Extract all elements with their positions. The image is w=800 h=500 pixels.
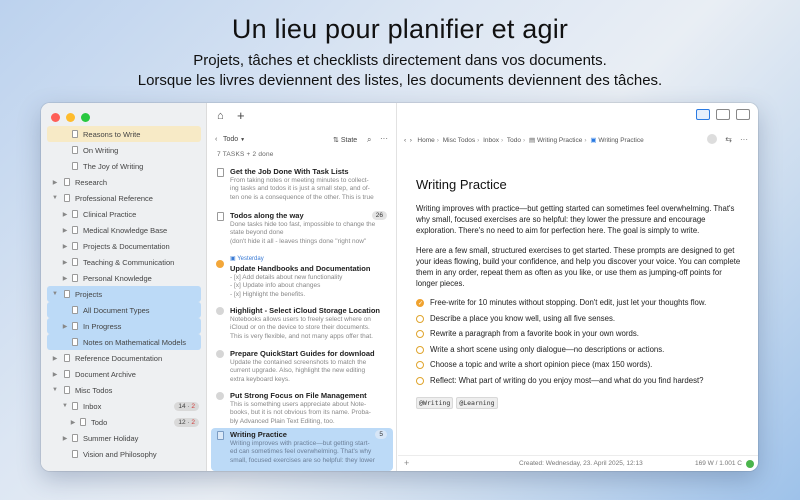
document-icon bbox=[72, 242, 78, 250]
more-icon[interactable]: ··· bbox=[380, 134, 388, 143]
checklist-item bbox=[416, 344, 744, 360]
chevron-right-icon[interactable]: ▶ bbox=[62, 259, 68, 266]
document-icon bbox=[72, 146, 78, 154]
sidebar-item-label: All Document Types bbox=[83, 305, 150, 315]
zoom-window-button[interactable] bbox=[81, 113, 90, 122]
sidebar-item-label: Medical Knowledge Base bbox=[83, 225, 168, 235]
add-icon[interactable]: + bbox=[404, 458, 410, 468]
minimize-window-button[interactable] bbox=[66, 113, 75, 122]
checklist-item bbox=[416, 313, 744, 329]
chevron-right-icon[interactable]: ▶ bbox=[62, 243, 68, 250]
sidebar-item-label: The Joy of Writing bbox=[83, 161, 144, 171]
task-title: Highlight - Select iCloud Storage Location bbox=[230, 306, 381, 315]
task-title: Prepare QuickStart Guides for download bbox=[230, 349, 375, 358]
sidebar-item-label: Reasons to Write bbox=[83, 129, 141, 139]
task-title: Todos along the way bbox=[230, 211, 304, 220]
sidebar-item[interactable] bbox=[41, 158, 207, 174]
document-icon: ▤ bbox=[528, 137, 536, 144]
document-icon bbox=[64, 194, 70, 202]
status-dot-icon[interactable] bbox=[216, 392, 224, 400]
tag-list bbox=[416, 397, 744, 409]
sidebar-item[interactable] bbox=[47, 318, 201, 334]
checklist-item-text: Reflect: What part of writing do you enjoy most—and what do you find hardest? bbox=[430, 375, 704, 385]
task-item[interactable] bbox=[211, 165, 393, 211]
document-icon bbox=[217, 212, 224, 221]
status-dot-icon[interactable] bbox=[216, 260, 224, 268]
two-pane-view-icon[interactable] bbox=[716, 109, 730, 120]
more-icon[interactable]: ··· bbox=[740, 134, 748, 144]
document-icon bbox=[72, 402, 78, 410]
sidebar-item-label: In Progress bbox=[83, 321, 122, 331]
task-snippet: This is something users appreciate about Note- books, but it is not obvious from its name. Proba- bly Advanced Plain Text Editing, too. bbox=[230, 401, 371, 425]
sidebar-item-label: Document Archive bbox=[75, 369, 136, 379]
checkbox[interactable] bbox=[416, 346, 424, 354]
sidebar-item-label: Research bbox=[75, 177, 108, 187]
sidebar-item-label: On Writing bbox=[83, 145, 119, 155]
task-snippet: From taking notes or meeting minutes to collect- ing tasks and todos it is just a small step, and of- ten one is a consequence of the other. This is true bbox=[230, 177, 374, 201]
word-count: 169 W / 1.001 C bbox=[695, 460, 742, 467]
status-dot-icon[interactable] bbox=[216, 350, 224, 358]
sidebar-list bbox=[41, 126, 207, 462]
document-icon bbox=[72, 210, 78, 218]
checklist-item-text: Choose a topic and write a short opinion piece (max 150 words). bbox=[430, 360, 653, 370]
document-icon bbox=[72, 322, 78, 330]
chevron-right-icon[interactable]: ▶ bbox=[62, 435, 68, 442]
chevron-down-icon[interactable]: ▼ bbox=[52, 291, 58, 297]
chevron-right-icon[interactable]: ▶ bbox=[62, 323, 68, 330]
task-count-badge: 14 · 2 bbox=[174, 402, 199, 411]
task-item-selected[interactable] bbox=[211, 428, 393, 471]
app-window bbox=[41, 103, 758, 471]
due-date bbox=[230, 255, 264, 262]
sidebar-item[interactable] bbox=[41, 174, 207, 190]
task-count-badge: 26 bbox=[372, 211, 387, 220]
sidebar-item[interactable] bbox=[41, 190, 207, 206]
sort-state-label: State bbox=[340, 137, 358, 144]
chevron-right-icon[interactable]: ▶ bbox=[70, 419, 76, 426]
task-title: Writing Practice bbox=[230, 430, 287, 439]
document-body[interactable] bbox=[416, 177, 744, 409]
sidebar bbox=[41, 103, 207, 471]
breadcrumb-item[interactable]: Inbox bbox=[483, 137, 500, 144]
document-icon bbox=[64, 290, 70, 298]
task-title: Get the Job Done With Task Lists bbox=[230, 167, 349, 176]
sidebar-item[interactable] bbox=[41, 254, 207, 270]
chevron-right-icon[interactable]: ▶ bbox=[52, 371, 58, 378]
sidebar-item[interactable] bbox=[41, 350, 207, 366]
sidebar-item-inbox[interactable] bbox=[41, 398, 207, 414]
task-count: 7 TASKS + 2 done bbox=[217, 151, 274, 158]
task-item[interactable] bbox=[211, 347, 393, 391]
checklist-item bbox=[416, 359, 744, 375]
task-title: Put Strong Focus on File Management bbox=[230, 391, 367, 400]
document-icon bbox=[217, 431, 224, 440]
chevron-right-icon[interactable]: ▶ bbox=[62, 211, 68, 218]
sort-icon: ⇅ bbox=[333, 137, 339, 144]
task-count-badge: 12 · 2 bbox=[174, 418, 199, 427]
breadcrumb-item[interactable]: Writing Practice bbox=[536, 137, 583, 144]
document-icon bbox=[72, 338, 78, 346]
task-title: Update Handbooks and Documentation bbox=[230, 264, 371, 273]
task-item[interactable] bbox=[211, 209, 393, 255]
view-mode-switch bbox=[696, 109, 750, 120]
sidebar-item[interactable] bbox=[41, 382, 207, 398]
sidebar-item[interactable] bbox=[47, 334, 201, 350]
document-icon bbox=[72, 434, 78, 442]
three-pane-view-icon[interactable] bbox=[696, 109, 710, 120]
task-count-badge: 5 bbox=[375, 430, 387, 439]
sidebar-item[interactable] bbox=[41, 446, 207, 462]
window-controls bbox=[51, 113, 90, 122]
checkbox[interactable] bbox=[416, 377, 424, 385]
hero-title: Un lieu pour planifier et agir bbox=[231, 14, 569, 44]
tag[interactable]: @Learning bbox=[456, 397, 497, 409]
close-window-button[interactable] bbox=[51, 113, 60, 122]
chevron-down-icon[interactable]: ▼ bbox=[62, 403, 68, 409]
sidebar-item[interactable] bbox=[41, 142, 207, 158]
chevron-right-icon[interactable]: ▶ bbox=[62, 275, 68, 282]
breadcrumb-item[interactable]: Todo bbox=[506, 137, 521, 144]
single-pane-view-icon[interactable] bbox=[736, 109, 750, 120]
checklist-item-text: Free-write for 10 minutes without stopping. Don't edit, just let your thoughts flow. bbox=[430, 298, 707, 308]
task-snippet: Done tasks hide too fast, impossible to change the state beyond done (don't hide it all - leaves things done "right now" bbox=[230, 221, 376, 245]
document-icon bbox=[64, 178, 70, 186]
task-snippet: Update the contained screenshots to match the current upgrade. Also, highlight the new editing extra keyboard keys. bbox=[230, 359, 367, 383]
sync-status-icon bbox=[746, 460, 754, 468]
document-icon bbox=[72, 130, 78, 138]
sidebar-item-label: Teaching & Communication bbox=[83, 257, 175, 267]
sidebar-item[interactable] bbox=[41, 222, 207, 238]
chevron-left-icon[interactable]: ‹ bbox=[404, 137, 407, 144]
due-date-label: Yesterday bbox=[237, 256, 264, 262]
hero bbox=[0, 14, 800, 91]
chevron-down-icon[interactable]: ▼ bbox=[52, 195, 58, 201]
editor-actions bbox=[707, 134, 748, 144]
filter-label: Todo bbox=[223, 136, 239, 143]
sidebar-item-label: Projects & Documentation bbox=[83, 241, 170, 251]
sidebar-item-label: Professional Reference bbox=[75, 193, 153, 203]
document-icon bbox=[72, 162, 78, 170]
sidebar-item-label: Personal Knowledge bbox=[83, 273, 152, 283]
sidebar-item[interactable] bbox=[41, 270, 207, 286]
task-snippet: Writing improves with practice—but getting start- ed can sometimes feel overwhelming. That's why small, focused exercises are so helpful: they lower bbox=[230, 440, 375, 464]
document-icon bbox=[72, 226, 78, 234]
sidebar-item[interactable] bbox=[47, 302, 201, 318]
breadcrumb-item[interactable]: Writing Practice bbox=[598, 137, 644, 144]
document-icon bbox=[72, 306, 78, 314]
document-icon bbox=[72, 450, 78, 458]
checkbox-checked[interactable] bbox=[416, 299, 424, 307]
checklist-item-text: Write a short scene using only dialogue—no descriptions or actions. bbox=[430, 344, 665, 354]
sidebar-item-label: Inbox bbox=[83, 401, 102, 411]
document-icon bbox=[64, 354, 70, 362]
filter-bar bbox=[207, 133, 397, 147]
file-icon: ▣ bbox=[590, 137, 597, 144]
filter-dropdown[interactable] bbox=[223, 136, 245, 143]
chevron-down-icon: ▼ bbox=[240, 137, 246, 143]
checklist-item bbox=[416, 297, 744, 313]
sidebar-item-label: Misc Todos bbox=[75, 385, 113, 395]
checklist-item bbox=[416, 375, 744, 391]
task-snippet: - [x] Add details about new functionality - [x] Update info about changes - [x] Highlight the benefits. bbox=[230, 274, 343, 298]
task-list-toolbar bbox=[207, 103, 396, 129]
sidebar-item-projects[interactable] bbox=[47, 286, 201, 302]
chevron-down-icon[interactable]: ▼ bbox=[52, 387, 58, 393]
document-icon bbox=[80, 418, 86, 426]
sidebar-item-label: Clinical Practice bbox=[83, 209, 137, 219]
sidebar-item-label: Projects bbox=[75, 289, 103, 299]
sidebar-item[interactable] bbox=[41, 238, 207, 254]
checklist-item-text: Describe a place you know well, using all five senses. bbox=[430, 313, 616, 323]
document-icon bbox=[217, 168, 224, 177]
hero-subtitle-1: Projets, tâches et checklists directement dans vos documents. bbox=[193, 52, 607, 69]
search-icon[interactable]: ⌕ bbox=[367, 135, 372, 144]
document-icon bbox=[64, 386, 70, 394]
checkbox[interactable] bbox=[416, 330, 424, 338]
avatar[interactable] bbox=[707, 134, 717, 144]
created-date: Created: Wednesday, 23. April 2025, 12:13 bbox=[519, 460, 643, 467]
chevron-right-icon[interactable]: ▶ bbox=[52, 179, 58, 186]
task-snippet: Notebooks allows users to freely select where on iCloud or on the device to store their documents. This is very flexible, and not many apps offer that. bbox=[230, 316, 373, 340]
sidebar-item[interactable] bbox=[41, 430, 207, 446]
document-icon bbox=[64, 370, 70, 378]
sidebar-item-label: Summer Holiday bbox=[83, 433, 139, 443]
task-list-pane bbox=[207, 103, 397, 471]
breadcrumb-item[interactable]: Home bbox=[417, 137, 435, 144]
paragraph: Here are a few small, structured exercises to get started. These prompts are designed to get your ideas flowing, build your confidence, and help you discover your voice. You can complete them in any order, repeat them as often as you like, or use them as jumping-off points for longer pieces. bbox=[416, 245, 741, 289]
hero-subtitle-2: Lorsque les livres deviennent des listes, les documents deviennent des tâches. bbox=[137, 72, 663, 89]
document-icon bbox=[72, 258, 78, 266]
task-item[interactable] bbox=[211, 389, 393, 433]
status-dot-icon[interactable] bbox=[216, 307, 224, 315]
link-icon[interactable]: ⇆ bbox=[725, 134, 732, 144]
sidebar-item-label: Todo bbox=[91, 417, 108, 427]
sidebar-item[interactable] bbox=[41, 206, 207, 222]
home-icon[interactable]: ⌂ bbox=[217, 110, 224, 122]
chevron-right-icon[interactable]: ▶ bbox=[52, 355, 58, 362]
document-title: Writing Practice bbox=[416, 177, 507, 192]
task-item[interactable] bbox=[211, 304, 393, 348]
checkbox[interactable] bbox=[416, 315, 424, 323]
breadcrumb-item[interactable]: Misc Todos bbox=[442, 137, 476, 144]
sidebar-item-label: Vision and Philosophy bbox=[83, 449, 157, 459]
sidebar-item[interactable] bbox=[47, 126, 201, 142]
chevron-right-icon[interactable]: ▶ bbox=[62, 227, 68, 234]
breadcrumb: ‹ › Home › Misc Todos › Inbox › Todo › ▤ Writing Practice › ▣ Writing Practice bbox=[404, 137, 644, 144]
chevron-right-icon[interactable]: › bbox=[409, 137, 412, 144]
sort-state-button[interactable] bbox=[333, 136, 357, 144]
checkbox[interactable] bbox=[416, 361, 424, 369]
checklist-item-text: Rewrite a paragraph from a favorite book in your own words. bbox=[430, 329, 639, 339]
sidebar-item-label: Reference Documentation bbox=[75, 353, 163, 363]
add-icon[interactable]: + bbox=[237, 108, 245, 123]
status-bar bbox=[398, 455, 758, 471]
tag[interactable]: @Writing bbox=[416, 397, 453, 409]
sidebar-item[interactable] bbox=[41, 366, 207, 382]
chevron-left-icon[interactable]: ‹ bbox=[215, 136, 218, 143]
document-icon bbox=[72, 274, 78, 282]
editor-pane bbox=[398, 103, 758, 471]
calendar-icon: ▣ bbox=[230, 256, 236, 262]
sidebar-item-todo[interactable] bbox=[41, 414, 207, 430]
checklist-item bbox=[416, 328, 744, 344]
checklist bbox=[416, 297, 744, 390]
paragraph: Writing improves with practice—but getting started can sometimes feel overwhelming. That's why small, focused exercises are so helpful: they lower the pressure and encourage exploration. There's no need to aim for perfection here. The goal is simply to write. bbox=[416, 204, 735, 236]
task-item[interactable] bbox=[211, 254, 393, 308]
sidebar-item-label: Notes on Mathematical Models bbox=[83, 337, 186, 347]
